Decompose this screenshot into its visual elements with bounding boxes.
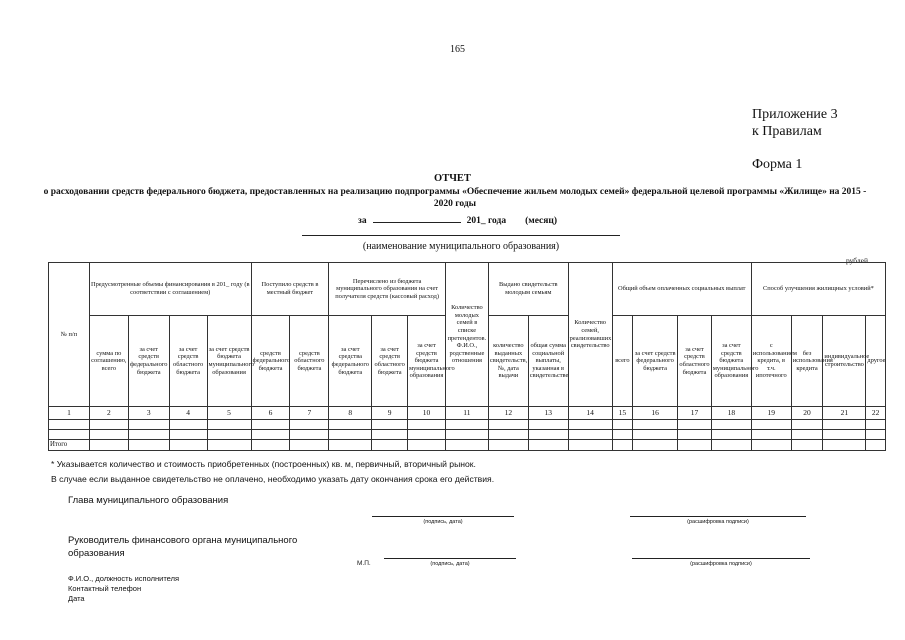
sub-header: за счет средств бюджета муниципального образования (711, 316, 751, 407)
sub-header: количество выданных свидетельств, №, дата выдачи (488, 316, 528, 407)
sub-header: за счет средств областного бюджета (169, 316, 207, 407)
period-month: (месяц) (525, 216, 558, 226)
appendix-block (752, 106, 838, 140)
col-number: 7 (290, 407, 329, 420)
col-number: 3 (128, 407, 169, 420)
finance-sign-caption: (подпись, дата) (430, 561, 470, 567)
finance-sign-line (384, 558, 516, 559)
sub-header: за счет средств областного бюджета (372, 316, 408, 407)
finance-signature-label (68, 534, 297, 560)
sub-header: за счет средств бюджета муниципального образования (408, 316, 446, 407)
sub-header: всего (612, 316, 632, 407)
group-planned-header: Предусмотренные объемы финансирования в 201_ году (в соответствии с соглашением) (89, 263, 251, 316)
sub-header: средств областного бюджета (290, 316, 329, 407)
total-label: Итого (49, 440, 90, 451)
col-number: 22 (866, 407, 886, 420)
head-signature-label: Глава муниципального образования (68, 495, 229, 506)
group-method-header: Способ улучшения жилищных условий* (751, 263, 885, 316)
col-number: 18 (711, 407, 751, 420)
group-transferred-header: Перечислено из бюджета муниципального образования на счет получателя средств (кассовый расход) (329, 263, 446, 316)
municipality-blank-line (302, 235, 620, 236)
form-label: Форма 1 (752, 157, 803, 172)
footnote-2: В случае если выданное свидетельство не оплачено, необходимо указать дату окончания срока его действия. (51, 474, 495, 484)
col-number: 4 (169, 407, 207, 420)
col-number: 9 (372, 407, 408, 420)
col-number: 2 (89, 407, 128, 420)
total-row (49, 440, 886, 451)
report-subtitle: о расходовании средств федерального бюджета, предоставленных на реализацию подпрограммы «Обеспечение жильем молодых семей» федеральной целевой программы «Жилище» на 2015 - 2020 годы (43, 187, 867, 209)
sub-header: за счет средств федерального бюджета (633, 316, 678, 407)
col-number: 12 (488, 407, 528, 420)
group-received-header: Поступило средств в местный бюджет (251, 263, 329, 316)
col-number: 19 (751, 407, 791, 420)
head-decode-line (630, 516, 806, 517)
head-sign-line (372, 516, 514, 517)
col-realized-header: Количество семей, реализовавших свидетельство (568, 263, 612, 407)
col-number: 6 (251, 407, 290, 420)
col-number: 13 (528, 407, 568, 420)
report-title: ОТЧЕТ (434, 173, 471, 184)
sub-header: средств федерального бюджета (251, 316, 290, 407)
finance-label-line-2: образования (68, 548, 125, 559)
sub-header: сумма по соглашению, всего (89, 316, 128, 407)
col-number: 16 (633, 407, 678, 420)
executor-phone-label: Контактный телефон (68, 584, 142, 593)
page-number: 165 (450, 44, 465, 55)
col-number: 10 (408, 407, 446, 420)
sub-header: без использования кредита (791, 316, 823, 407)
col-number: 20 (791, 407, 823, 420)
period-year: 201_ года (466, 216, 507, 226)
finance-decode-line (632, 558, 810, 559)
group-issued-header: Выдано свидетельств молодым семьям (488, 263, 568, 316)
table-row (49, 430, 886, 440)
col-number: 14 (568, 407, 612, 420)
period-prefix: за (358, 216, 367, 226)
finance-label-line-1: Руководитель финансового органа муниципального (68, 535, 298, 546)
sub-header: общая сумма социальной выплаты, указанная в свидетельстве (528, 316, 568, 407)
appendix-line-2: к Правилам (752, 124, 822, 139)
sub-header: за счет средств областного бюджета (678, 316, 712, 407)
group-paid-header: Общий объем оплаченных социальных выплат (612, 263, 751, 316)
col-number: 8 (329, 407, 372, 420)
footnote-1: * Указывается количество и стоимость приобретенных (построенных) кв. м, первичный, вторичный рынок. (51, 459, 476, 469)
col-number: 17 (678, 407, 712, 420)
report-table (48, 262, 886, 451)
finance-decode-caption: (расшифровка подписи) (690, 561, 752, 567)
municipality-caption: (наименование муниципального образования) (362, 241, 560, 252)
sub-header: за счет средств федерального бюджета (128, 316, 169, 407)
col-families-header: Количество молодых семей в списке претендентов. Ф.И.О., родственные отношения (445, 263, 488, 407)
executor-date-label: Дата (68, 594, 85, 603)
col-number: 11 (445, 407, 488, 420)
head-decode-caption: (расшифровка подписи) (687, 519, 749, 525)
executor-name-label: Ф.И.О., должность исполнителя (68, 574, 180, 583)
stamp-place-label: М.П. (357, 560, 371, 567)
period-blank (373, 213, 461, 223)
sub-header: за счет средств бюджета муниципального образования (207, 316, 251, 407)
col-no-header: № п/п (49, 263, 90, 407)
sub-header: индивидуальное строительство (823, 316, 866, 407)
col-number: 21 (823, 407, 866, 420)
table-row (49, 420, 886, 430)
appendix-line-1: Приложение 3 (752, 107, 838, 122)
sub-header: с использованием кредита, в т.ч. ипотечного (751, 316, 791, 407)
sub-header: другое (866, 316, 886, 407)
col-number: 15 (612, 407, 632, 420)
report-period (358, 213, 557, 226)
units-label: рублей (846, 256, 869, 265)
sub-header: за счет средства федерального бюджета (329, 316, 372, 407)
col-number: 1 (49, 407, 90, 420)
col-number: 5 (207, 407, 251, 420)
executor-info (68, 574, 179, 604)
head-sign-caption: (подпись, дата) (423, 519, 463, 525)
